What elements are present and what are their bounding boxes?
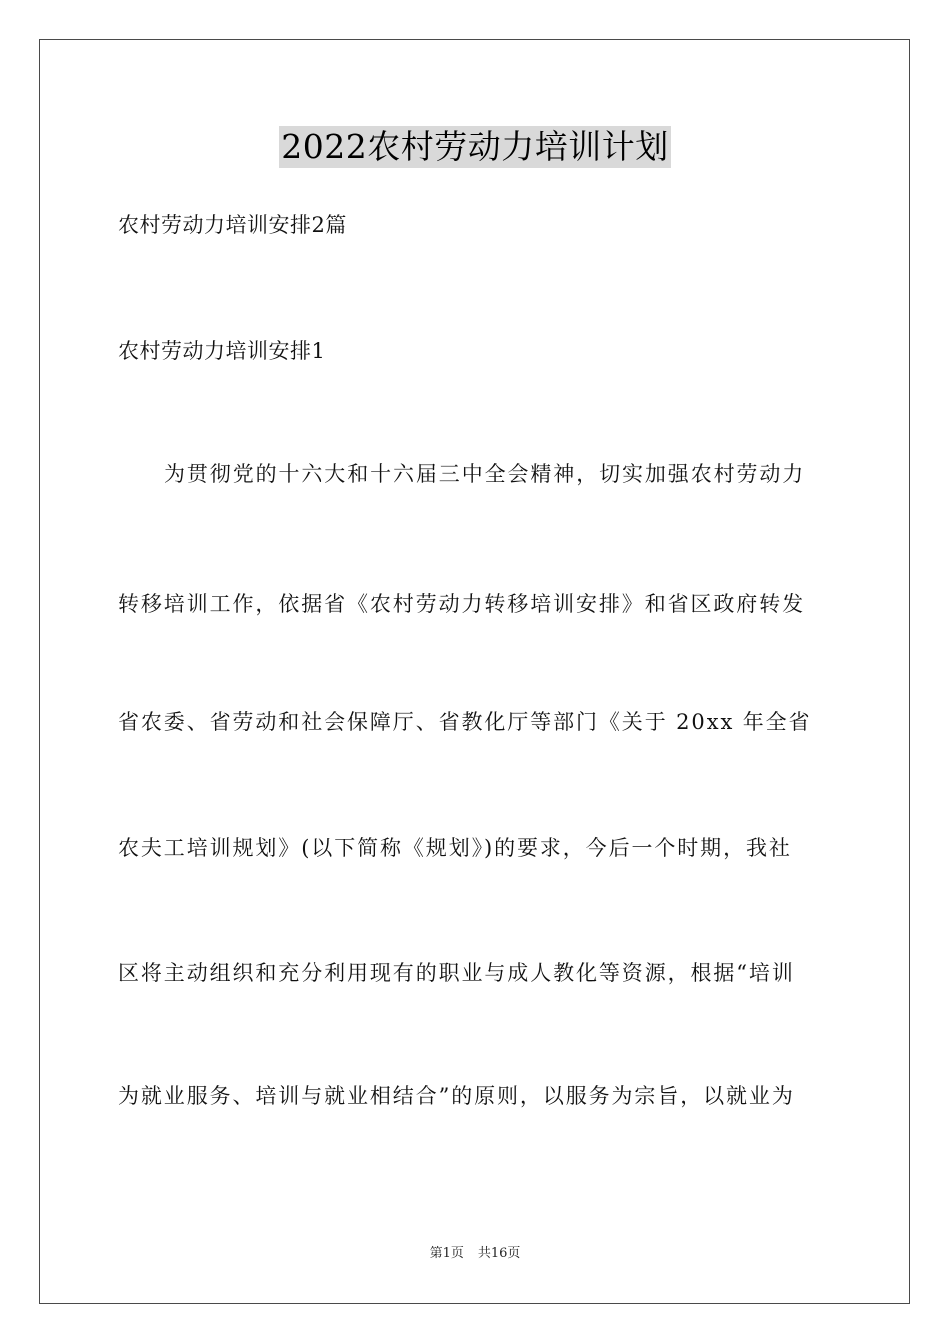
title-container <box>0 126 950 168</box>
document-title: 2022农村劳动力培训计划 <box>281 127 669 166</box>
body-line: 转移培训工作，依据省《农村劳动力转移培训安排》和省区政府转发 <box>118 592 805 616</box>
body-line: 为就业服务、培训与就业相结合”的原则，以服务为宗旨，以就业为 <box>118 1084 795 1108</box>
body-line: 为贯彻党的十六大和十六届三中全会精神，切实加强农村劳动力 <box>164 462 806 486</box>
section-heading: 农村劳动力培训安排1 <box>118 339 326 363</box>
page-total: 共16页 <box>477 1246 521 1261</box>
page-number: 第1页 <box>429 1246 464 1261</box>
body-line: 农夫工培训规划》(以下简称《规划》)的要求，今后一个时期，我社 <box>118 836 792 860</box>
body-line: 区将主动组织和充分利用现有的职业与成人教化等资源，根据“培训 <box>118 961 795 985</box>
document-subtitle: 农村劳动力培训安排2篇 <box>118 213 347 237</box>
page-footer <box>0 1244 950 1264</box>
body-line: 省农委、省劳动和社会保障厅、省教化厅等部门《关于 20xx 年全省 <box>118 710 812 734</box>
